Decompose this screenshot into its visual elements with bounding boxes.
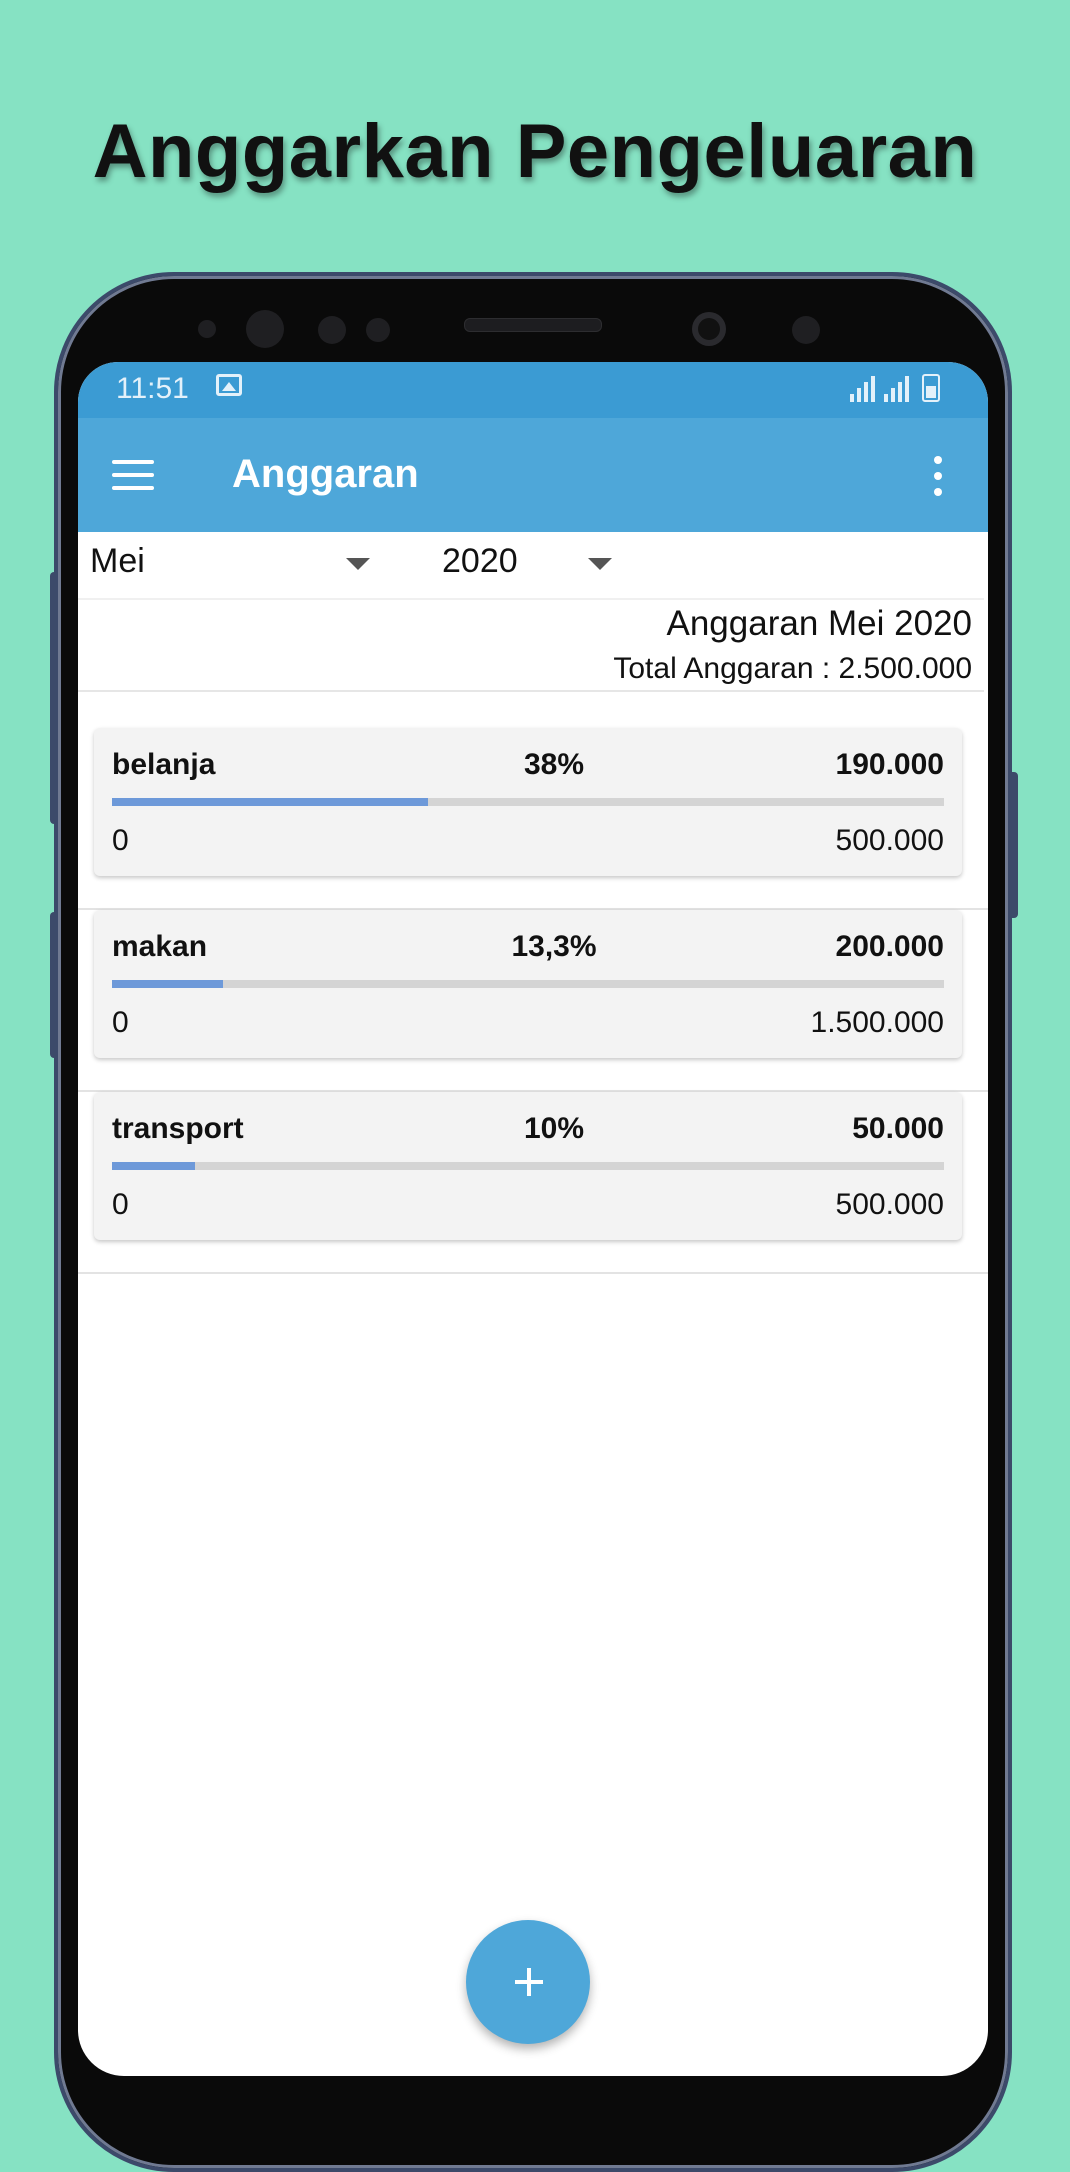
budget-spent: 50.000: [852, 1112, 944, 1145]
budget-item: [78, 910, 988, 1092]
hamburger-icon[interactable]: [112, 460, 154, 490]
budget-card[interactable]: [94, 1092, 962, 1240]
budget-category: makan: [112, 930, 208, 963]
budget-min: 0: [112, 1006, 129, 1039]
caret-down-icon: [588, 558, 612, 570]
app-bar: [78, 418, 988, 532]
year-value: 2020: [442, 542, 518, 580]
signal-icon: [850, 376, 878, 402]
progress-fill: [112, 1162, 195, 1170]
plus-icon: [527, 1968, 531, 1996]
app-bar-title: Anggaran: [232, 452, 419, 496]
budget-limit: 500.000: [835, 824, 944, 857]
budget-item: [78, 728, 988, 910]
status-time: 11:51: [116, 372, 189, 405]
caret-down-icon: [346, 558, 370, 570]
progress-fill: [112, 980, 223, 988]
earpiece-speaker: [464, 318, 602, 332]
status-bar: [78, 362, 988, 418]
summary-total: Total Anggaran : 2.500.000: [613, 652, 972, 685]
gallery-icon: [216, 374, 242, 396]
budget-min: 0: [112, 824, 129, 857]
budget-percent: 10%: [523, 1112, 585, 1145]
budget-limit: 500.000: [835, 1188, 944, 1221]
phone-screen: [78, 362, 988, 2076]
progress-fill: [112, 798, 428, 806]
budget-percent: 38%: [523, 748, 585, 781]
budget-card[interactable]: [94, 728, 962, 876]
budget-card[interactable]: [94, 910, 962, 1058]
budget-limit: 1.500.000: [810, 1006, 944, 1039]
front-sensor: [246, 310, 284, 348]
budget-min: 0: [112, 1188, 129, 1221]
progress-track: [112, 1162, 944, 1170]
summary-heading: Anggaran Mei 2020: [666, 604, 972, 643]
budget-summary: [78, 598, 984, 692]
budget-percent: 13,3%: [511, 930, 597, 963]
front-sensor: [318, 316, 346, 344]
add-budget-button[interactable]: [466, 1920, 590, 2044]
battery-icon: [922, 374, 940, 402]
signal-icon: [884, 376, 912, 402]
front-sensor: [198, 320, 216, 338]
promo-title: Anggarkan Pengeluaran: [92, 109, 978, 194]
month-dropdown[interactable]: [90, 534, 390, 590]
month-value: Mei: [90, 542, 145, 580]
budget-item: [78, 1092, 988, 1274]
front-camera: [692, 312, 726, 346]
year-dropdown[interactable]: [442, 534, 642, 590]
front-sensor: [366, 318, 390, 342]
budget-spent: 190.000: [835, 748, 944, 781]
more-vert-icon[interactable]: [930, 456, 946, 496]
progress-track: [112, 980, 944, 988]
budget-category: transport: [112, 1112, 244, 1145]
front-sensor: [792, 316, 820, 344]
budget-spent: 200.000: [835, 930, 944, 963]
budget-category: belanja: [112, 748, 216, 781]
progress-track: [112, 798, 944, 806]
